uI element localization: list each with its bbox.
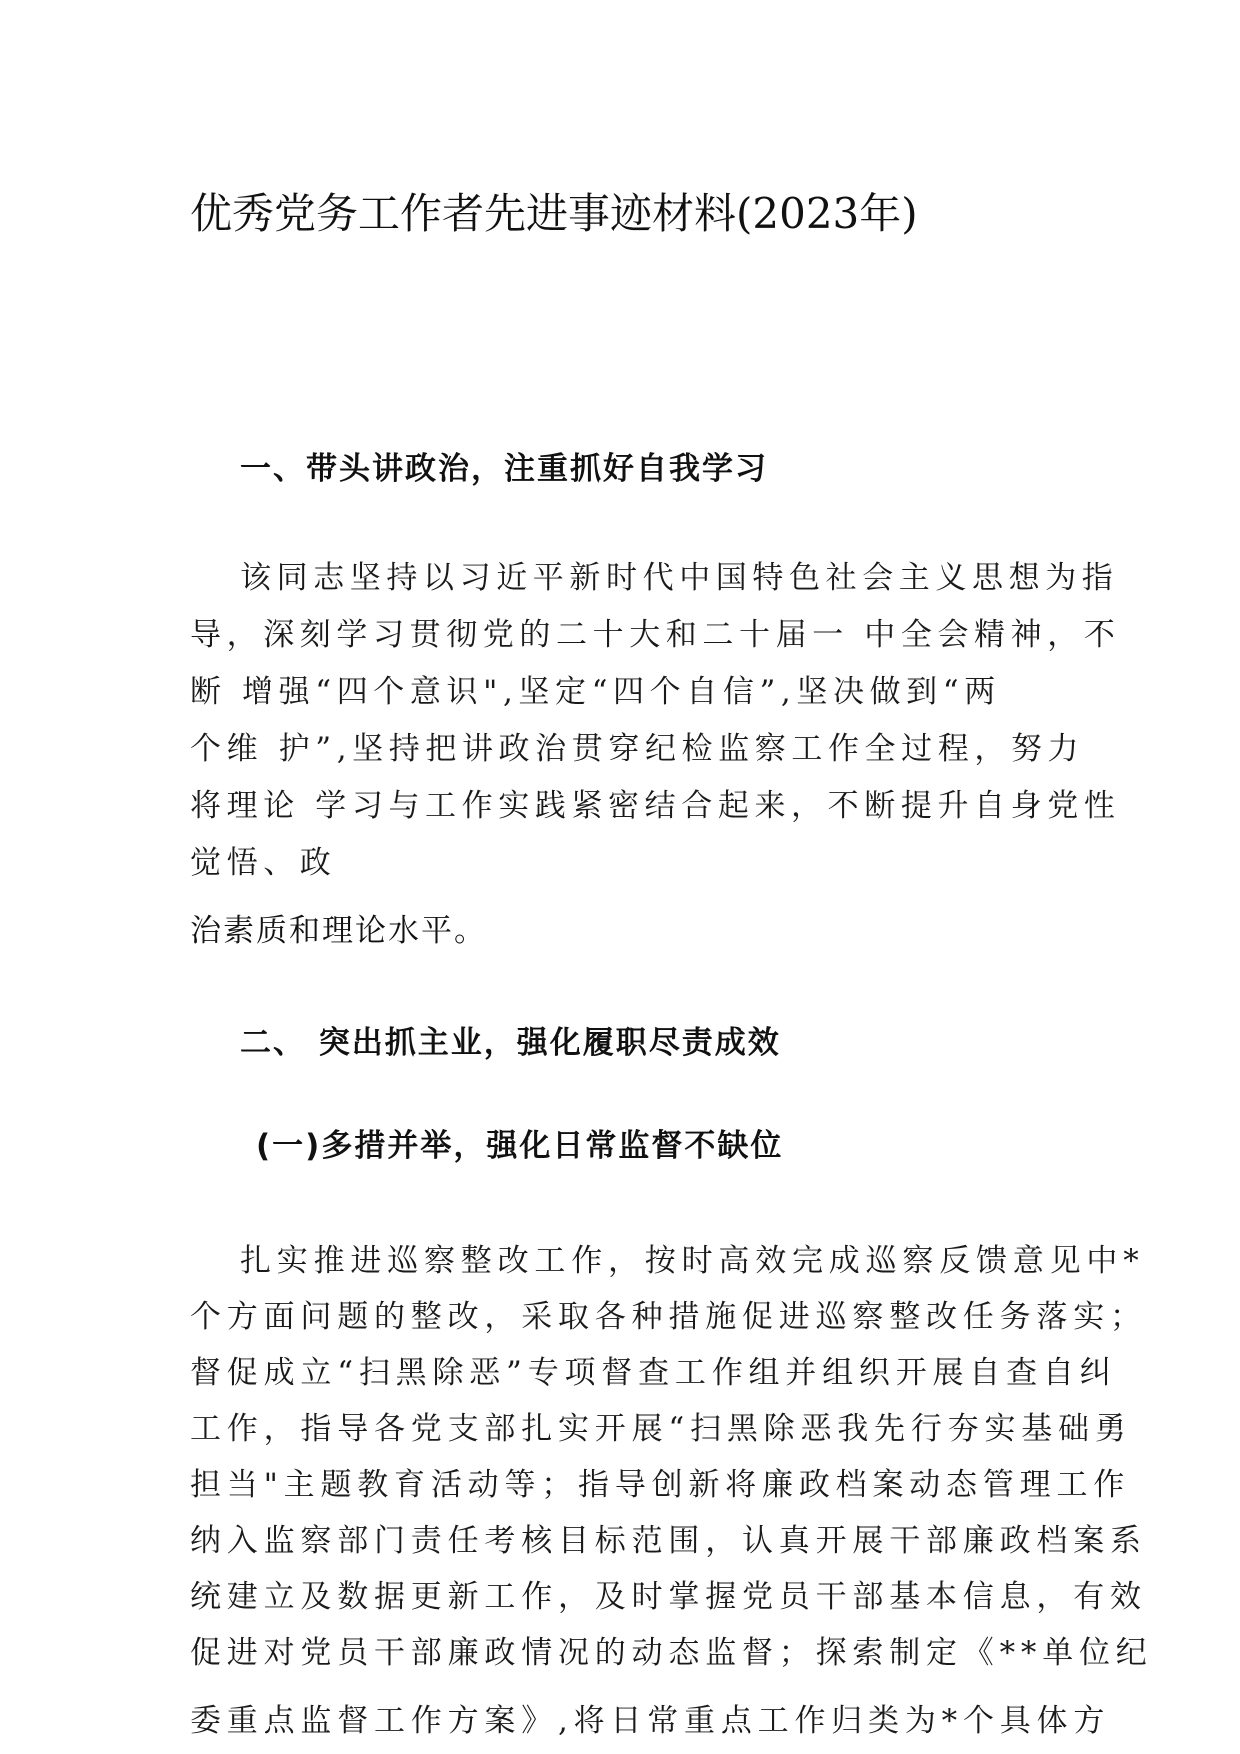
paragraph-line: 督促成立“扫黑除恶”专项督查工作组并组织开展自查自纠 (190, 1355, 1117, 1391)
paragraph-line: 个维 护”,坚持把讲政治贯穿纪检监察工作全过程，努力 (190, 731, 1085, 767)
paragraph-line: 扎实推进巡察整改工作，按时高效完成巡察反馈意见中* (240, 1243, 1145, 1279)
paragraph-line: 将理论 学习与工作实践紧密结合起来，不断提升自身党性 (190, 788, 1121, 824)
section-1-paragraph (190, 550, 1120, 892)
paragraph-line: 促进对党员干部廉政情况的动态监督；探索制定《**单位纪 (190, 1635, 1153, 1671)
section-heading-2: 二、 突出抓主业，强化履职尽责成效 (240, 1025, 781, 1061)
paragraph-line: 觉悟、政 (190, 845, 337, 881)
paragraph-line: 断 增强“四个意识",坚定“四个自信”,坚决做到“两 (190, 674, 1001, 710)
paragraph-line: 委重点监督工作方案》,将日常重点工作归类为*个具体方 (190, 1703, 1111, 1739)
paragraph-tail-line: 治素质和理论水平。 (190, 913, 487, 949)
section-2-paragraph (190, 1233, 1153, 1749)
paragraph-line: 纳入监察部门责任考核目标范围，认真开展干部廉政档案系 (190, 1523, 1147, 1559)
paragraph-line: 担当"主题教育活动等；指导创新将廉政档案动态管理工作 (190, 1467, 1131, 1503)
subsection-heading: (一)多措并举，强化日常监督不缺位 (256, 1128, 784, 1164)
section-heading-1: 一、带头讲政治，注重抓好自我学习 (240, 451, 768, 487)
paragraph-line: 个方面问题的整改，采取各种措施促进巡察整改任务落实； (190, 1299, 1147, 1335)
paragraph-line: 该同志坚持以习近平新时代中国特色社会主义思想为指 (240, 560, 1119, 596)
paragraph-line: 工作，指导各党支部扎实开展“扫黑除恶我先行夯实基础勇 (190, 1411, 1132, 1447)
paragraph-line: 统建立及数据更新工作，及时掌握党员干部基本信息，有效 (190, 1579, 1147, 1615)
document-title: 优秀党务工作者先进事迹材料(2023年) (190, 189, 918, 238)
paragraph-line: 导，深刻学习贯彻党的二十大和二十届一 中全会精神，不 (190, 617, 1121, 653)
